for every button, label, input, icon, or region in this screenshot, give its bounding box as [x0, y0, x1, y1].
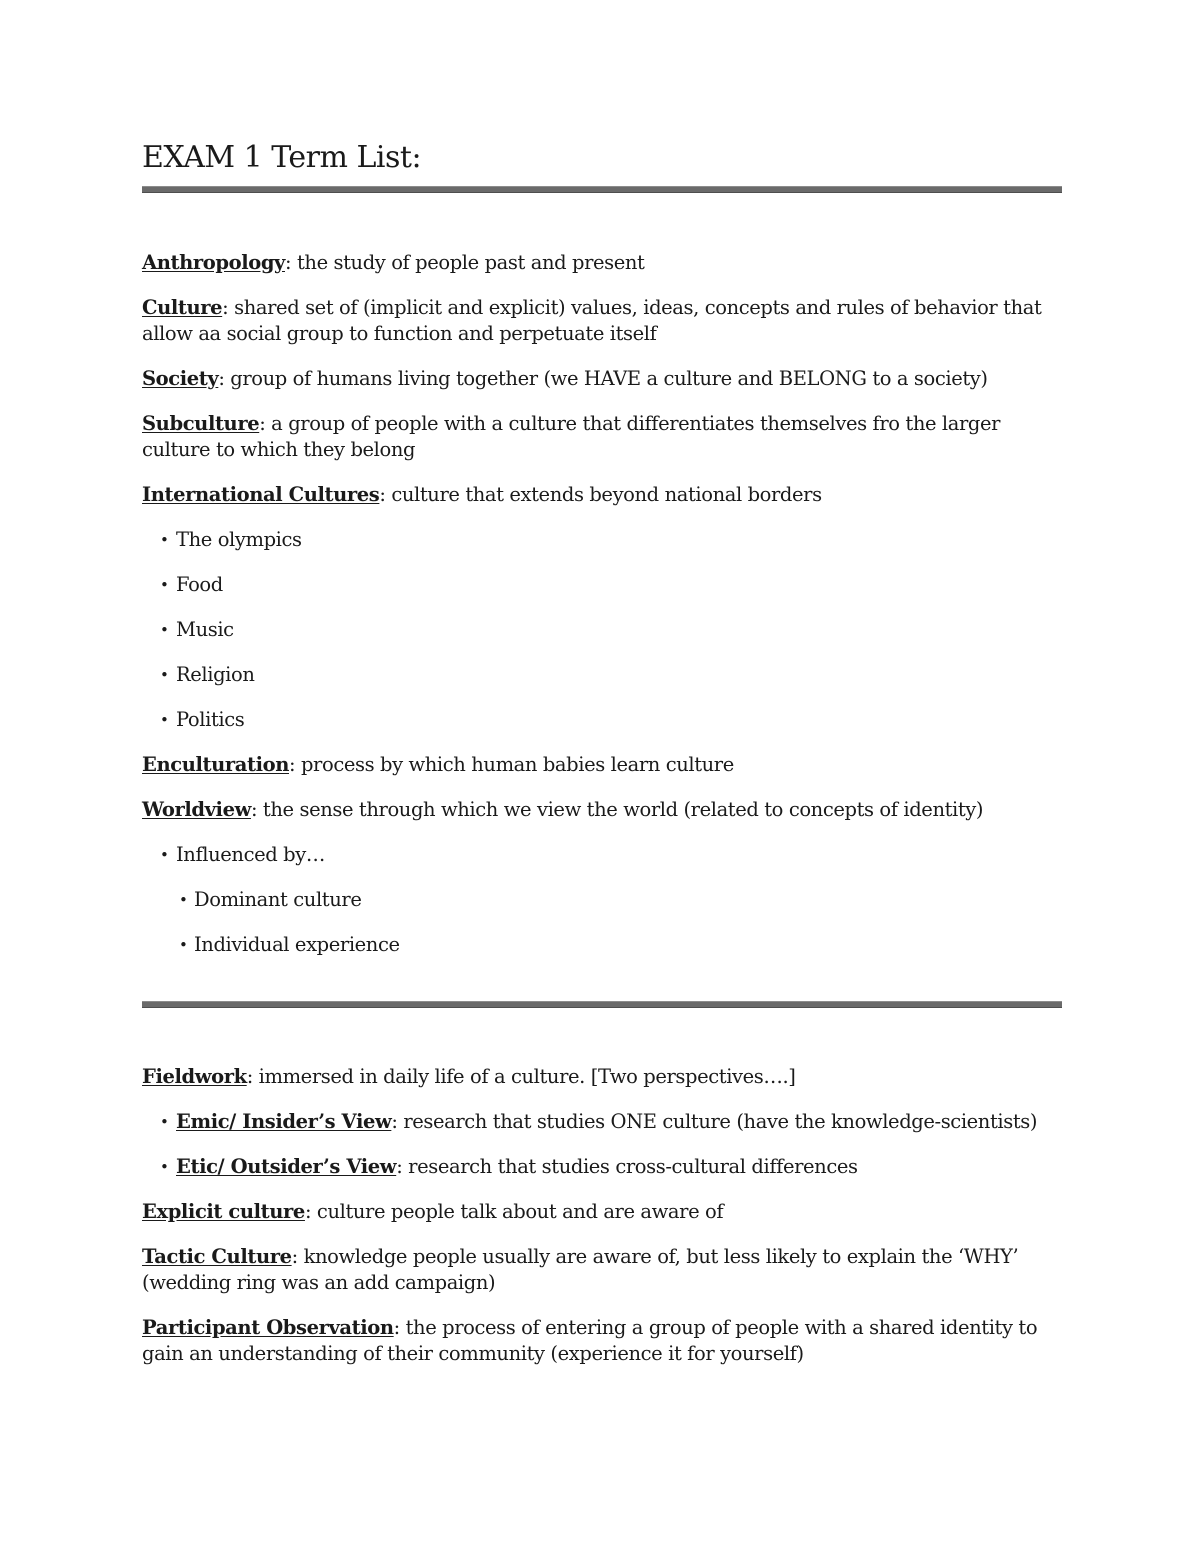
divider-middle: [142, 1001, 1062, 1008]
term-enculturation: Enculturation: [142, 753, 289, 776]
list-item: • Music: [142, 617, 1062, 643]
list-item: • Religion: [142, 662, 1062, 688]
term-etic: Etic/ Outsider’s View: [176, 1155, 397, 1178]
list-item: • Food: [142, 572, 1062, 598]
term-fieldwork: Fieldwork: [142, 1065, 247, 1088]
fieldwork-perspectives-list: [142, 1109, 1062, 1180]
definition-subculture: : a group of people with a culture that differentiates themselves fro the larger culture to which they belong: [142, 412, 1001, 461]
international-cultures-list: [142, 527, 1062, 733]
entry-fieldwork: [142, 1064, 1062, 1090]
definition-tactic-culture: : knowledge people usually are aware of, but less likely to explain the ‘WHY’ (wedding ring was an add campaign): [142, 1245, 1019, 1294]
list-item: • The olympics: [142, 527, 1062, 553]
term-anthropology: Anthropology: [142, 251, 285, 274]
term-tactic-culture: Tactic Culture: [142, 1245, 292, 1268]
definition-society: : group of humans living together (we HAVE a culture and BELONG to a society): [218, 367, 988, 390]
list-item-influenced-by: • Influenced by…: [142, 842, 1062, 868]
terms-section-1: [142, 250, 1062, 977]
definition-international-cultures: : culture that extends beyond national borders: [379, 483, 822, 506]
term-emic: Emic/ Insider’s View: [176, 1110, 392, 1133]
definition-etic: : research that studies cross-cultural differences: [396, 1155, 858, 1178]
entry-tactic-culture: [142, 1244, 1062, 1296]
term-worldview: Worldview: [142, 798, 251, 821]
term-culture: Culture: [142, 296, 223, 319]
term-subculture: Subculture: [142, 412, 260, 435]
terms-section-2: [142, 1064, 1062, 1386]
definition-fieldwork: : immersed in daily life of a culture. [Two perspectives….]: [246, 1065, 796, 1088]
worldview-list: [142, 842, 1062, 958]
definition-explicit-culture: : culture people talk about and are aware of: [304, 1200, 724, 1223]
definition-anthropology: : the study of people past and present: [285, 251, 645, 274]
entry-international-cultures: [142, 482, 1062, 508]
definition-participant-observation: : the process of entering a group of people with a shared identity to gain an understanding of their community (experience it for yourself): [142, 1316, 1038, 1365]
list-item: • Politics: [142, 707, 1062, 733]
definition-culture: : shared set of (implicit and explicit) values, ideas, concepts and rules of behavior that allow aa social group to function and perpetuate itself: [142, 296, 1042, 345]
entry-explicit-culture: [142, 1199, 1062, 1225]
entry-enculturation: [142, 752, 1062, 778]
entry-anthropology: [142, 250, 1062, 276]
divider-top: [142, 186, 1062, 193]
list-item-etic: [142, 1154, 1062, 1180]
definition-emic: : research that studies ONE culture (have the knowledge-scientists): [391, 1110, 1038, 1133]
entry-subculture: [142, 411, 1062, 463]
sub-list-item: • Individual experience: [142, 932, 1062, 958]
sub-list-item: • Dominant culture: [142, 887, 1062, 913]
page-title: EXAM 1 Term List:: [142, 140, 422, 175]
list-item-emic: [142, 1109, 1062, 1135]
term-explicit-culture: Explicit culture: [142, 1200, 305, 1223]
definition-enculturation: : process by which human babies learn culture: [289, 753, 734, 776]
term-society: Society: [142, 367, 219, 390]
entry-culture: [142, 295, 1062, 347]
definition-worldview: : the sense through which we view the world (related to concepts of identity): [250, 798, 984, 821]
entry-participant-observation: [142, 1315, 1062, 1367]
term-participant-observation: Participant Observation: [142, 1316, 394, 1339]
entry-society: [142, 366, 1062, 392]
term-international-cultures: International Cultures: [142, 483, 380, 506]
entry-worldview: [142, 797, 1062, 823]
